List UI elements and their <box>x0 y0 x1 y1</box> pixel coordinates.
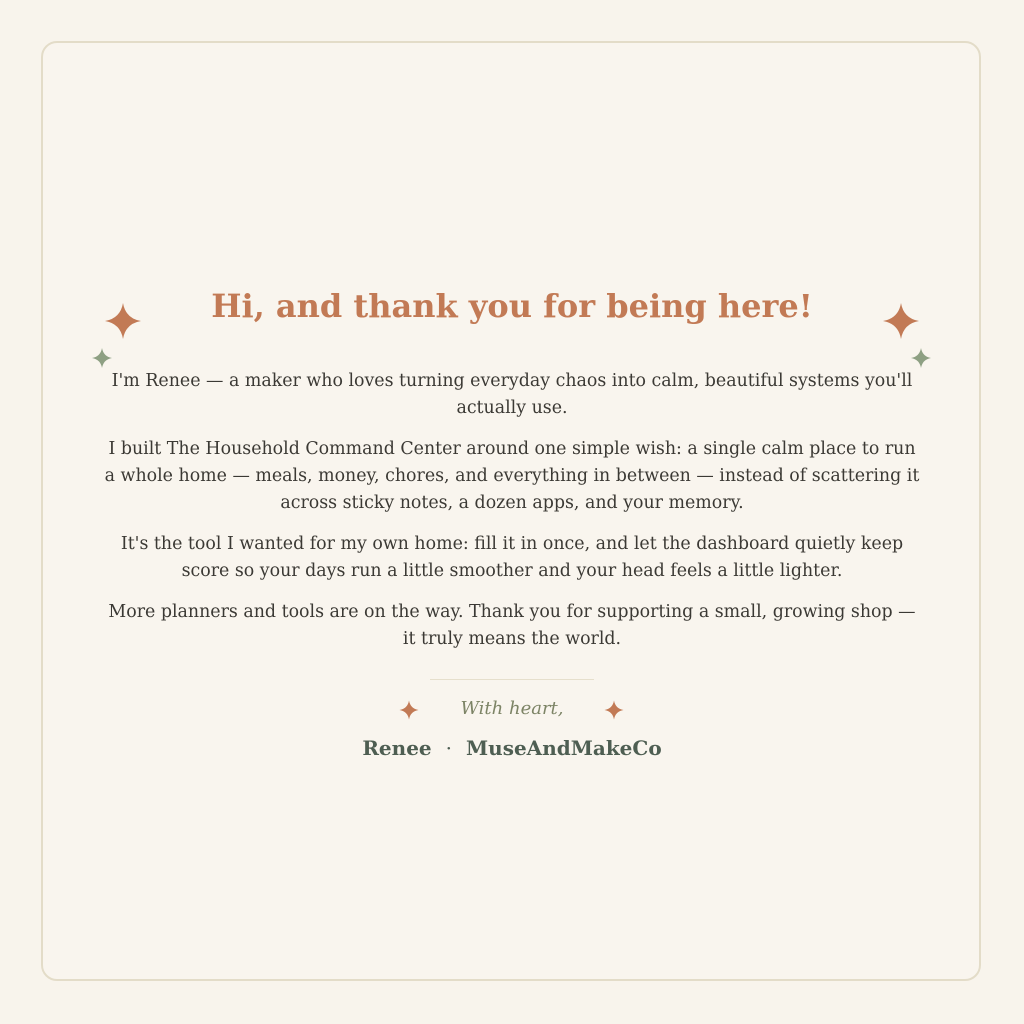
signature-separator: · <box>445 736 453 760</box>
paragraph-intro: I'm Renee — a maker who loves turning everyday chaos into calm, beautiful systems you'll actually use. <box>111 371 913 418</box>
paragraph-thanks: More planners and tools are on the way. Thank you for supporting a small, growing shop — it truly means the world. <box>108 602 916 649</box>
divider-line <box>430 679 594 680</box>
paragraph-purpose: I built The Household Command Center around one simple wish: a single calm place to run a whole home — meals, money, chores, and everything in between — instead of scattering it across sticky notes, a dozen apps, and your memory. <box>104 439 920 513</box>
signature-shop: MuseAndMakeCo <box>466 736 662 760</box>
sparkle-small-left-icon <box>91 347 113 369</box>
signature <box>0 733 1024 763</box>
sparkle-small-right-icon <box>910 347 932 369</box>
paragraph-tool: It's the tool I wanted for my own home: fill it in once, and let the dashboard quietly keep score so your days run a little smoother and your head feels a little lighter. <box>120 534 904 581</box>
signature-name: Renee <box>362 736 432 760</box>
signoff-text: With heart, <box>460 698 564 719</box>
page-title: Hi, and thank you for being here! <box>211 287 813 325</box>
letter-body <box>102 368 922 667</box>
